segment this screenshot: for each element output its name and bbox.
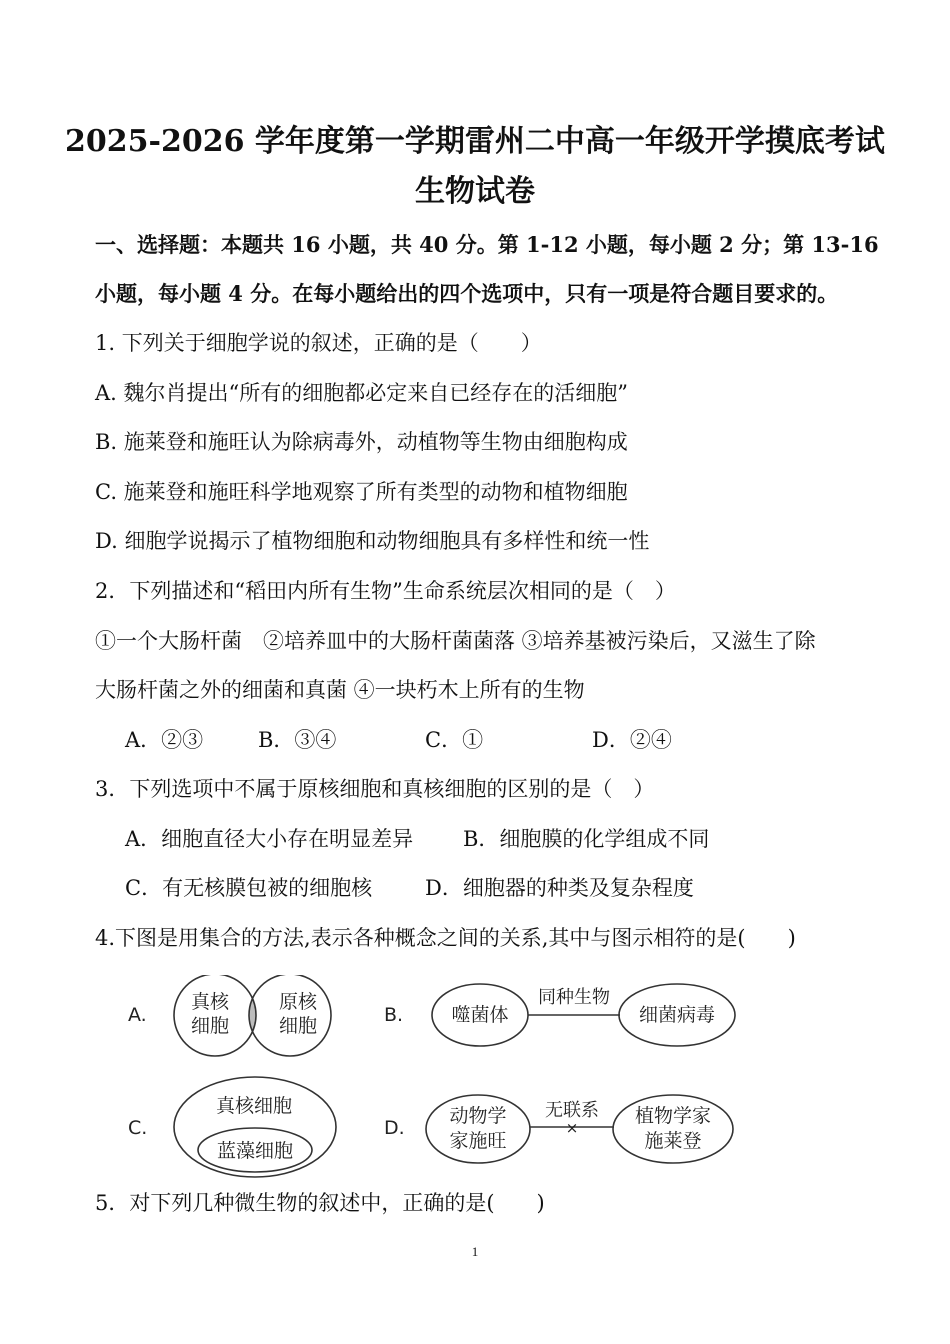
q4-option-d-label: D. [384, 1117, 405, 1139]
q5-stem: 5．对下列几种微生物的叙述中，正确的是( ) [95, 1191, 545, 1215]
d-right-label-2: 施莱登 [644, 1130, 702, 1152]
q1-option-d: D. 细胞学说揭示了植物细胞和动物细胞具有多样性和统一性 [95, 529, 650, 553]
d-link-label: 无联系 [545, 1100, 599, 1121]
section-header-line1: 一、选择题：本题共 16 小题，共 40 分。第 1-12 小题，每小题 2 分；第 13-16 [95, 232, 879, 257]
exam-subtitle: 生物试卷 [415, 174, 535, 209]
q2-option-a: A．②③ [125, 728, 204, 752]
q3-option-b: B．细胞膜的化学组成不同 [463, 827, 710, 851]
c-outer-label: 真核细胞 [215, 1095, 293, 1117]
b-left-label: 噬菌体 [451, 1004, 509, 1026]
venn-right-label-2: 细胞 [278, 1015, 318, 1037]
q1-option-a: A. 魏尔肖提出“所有的细胞都必定来自已经存在的活细胞” [95, 381, 628, 405]
q4-stem: 4.下图是用集合的方法,表示各种概念之间的关系,其中与图示相符的是( ) [95, 926, 796, 950]
q2-items-line1: ①一个大肠杆菌 ②培养皿中的大肠杆菌菌落 ③培养基被污染后，又滋生了除 [95, 629, 816, 653]
q1-stem: 1. 下列关于细胞学说的叙述，正确的是（ ） [95, 331, 542, 355]
c-outer-ellipse [174, 1077, 336, 1177]
q4-option-a-label: A. [128, 1004, 147, 1026]
q2-option-d: D．②④ [592, 728, 672, 752]
q3-stem: 3．下列选项中不属于原核细胞和真核细胞的区别的是（ ） [95, 777, 655, 801]
d-left-label-1: 动物学 [449, 1105, 507, 1127]
q2-option-c: C．① [425, 728, 484, 752]
c-inner-label: 蓝藻细胞 [216, 1140, 294, 1162]
q1-option-c: C. 施莱登和施旺科学地观察了所有类型的动物和植物细胞 [95, 480, 628, 504]
q1-option-b: B. 施莱登和施旺认为除病毒外，动植物等生物由细胞构成 [95, 430, 628, 454]
venn-right-label-1: 原核 [278, 991, 318, 1013]
venn-left-label-2: 细胞 [190, 1015, 230, 1037]
exam-title: 2025-2026 学年度第一学期雷州二中高一年级开学摸底考试 [65, 124, 885, 159]
q3-option-c: C．有无核膜包被的细胞核 [125, 876, 373, 900]
q4-diagram [120, 975, 760, 1185]
page-number: 1 [471, 1244, 479, 1259]
q2-items-line2: 大肠杆菌之外的细菌和真菌 ④一块朽木上所有的生物 [95, 678, 585, 702]
d-left-label-2: 家施旺 [449, 1130, 507, 1152]
d-right-label-1: 植物学家 [634, 1105, 712, 1127]
d-cross-mark: × [565, 1119, 579, 1137]
b-right-label: 细菌病毒 [638, 1004, 716, 1026]
section-header-line2: 小题，每小题 4 分。在每小题给出的四个选项中，只有一项是符合题目要求的。 [95, 281, 839, 306]
venn-left-label-1: 真核 [190, 991, 230, 1013]
q4-option-b-label: B. [384, 1004, 404, 1026]
q3-option-a: A．细胞直径大小存在明显差异 [125, 827, 414, 851]
q2-stem: 2．下列描述和“稻田内所有生物”生命系统层次相同的是（ ） [95, 579, 676, 603]
q3-option-d: D．细胞器的种类及复杂程度 [425, 876, 694, 900]
b-link-label: 同种生物 [538, 987, 610, 1008]
q4-option-c-label: C. [128, 1117, 148, 1139]
q2-option-b: B．③④ [258, 728, 337, 752]
